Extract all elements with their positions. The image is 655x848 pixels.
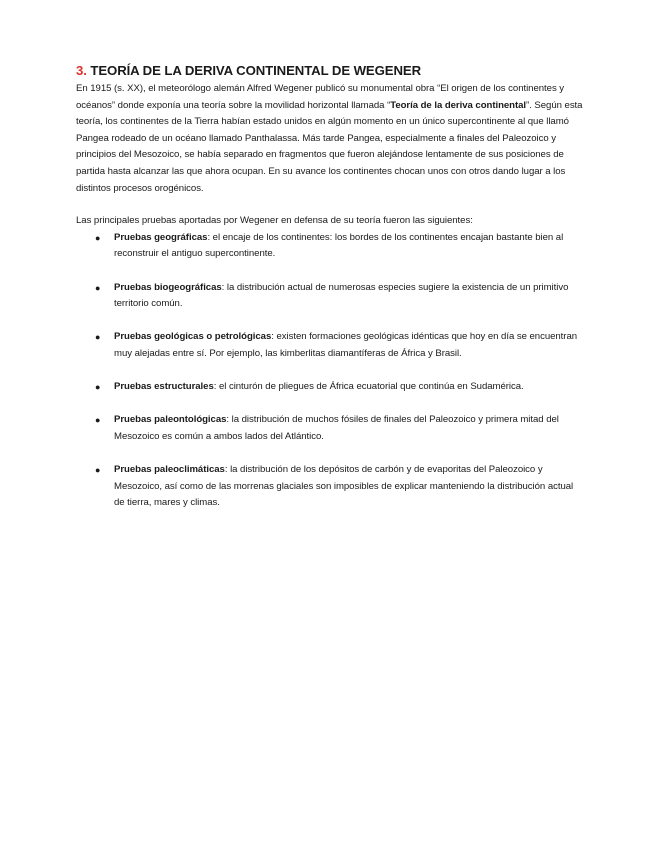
evidence-intro: Las principales pruebas aportadas por Wegener en defensa de su teoría fueron las siguientes: <box>76 215 473 227</box>
evidence-text: : la distribución actual de numerosas especies sugiere la existencia de un primitivo territorio común. <box>114 281 569 310</box>
evidence-label: Pruebas geográficas <box>114 231 208 243</box>
list-item <box>76 462 584 512</box>
evidence-label: Pruebas geológicas o petrológicas <box>114 331 272 343</box>
paragraph-bold-term: Teoría de la deriva continental <box>390 99 527 111</box>
list-item <box>76 280 584 313</box>
evidence-label: Pruebas biogeográficas <box>114 281 222 293</box>
evidence-label: Pruebas paleontológicas <box>114 414 227 426</box>
evidence-text: : la distribución de muchos fósiles de finales del Paleozoico y primera mitad del Mesozoico es común a ambos lados del Atlántico. <box>114 414 559 442</box>
bullet-icon: ● <box>95 415 101 426</box>
document-page <box>76 62 584 528</box>
evidence-label: Pruebas paleoclimáticas <box>114 464 225 476</box>
section-number: 3. <box>76 63 87 78</box>
bullet-icon: ● <box>95 332 101 343</box>
bullet-icon: ● <box>95 282 101 293</box>
bullet-icon: ● <box>95 382 101 393</box>
list-item <box>76 412 584 445</box>
evidence-text: : el cinturón de pliegues de África ecuatorial que continúa en Sudamérica. <box>213 381 524 393</box>
list-item <box>76 379 584 396</box>
paragraph-text-1: En 1915 (s. XX), el meteorólogo alemán Alfred Wegener publicó su monumental obra “El origen de los continentes y océanos” donde exponía una teoría sobre la movilidad horizontal llamada “ <box>76 83 565 111</box>
bullet-icon: ● <box>95 465 101 476</box>
evidence-list <box>76 230 584 512</box>
evidence-text: : existen formaciones geológicas idénticas que hoy en día se encuentran muy alejadas entre sí. Por ejemplo, las kimberlitas diamantíferas de África y Brasil. <box>114 331 578 359</box>
evidence-text: : la distribución de los depósitos de carbón y de evaporitas del Paleozoico y Mesozoico, así como de las morrenas glaciales son imposibles de explicar manteniendo la distribución actual de tierra, mares y climas. <box>114 464 574 509</box>
bullet-icon: ● <box>95 232 101 243</box>
evidence-label: Pruebas estructurales <box>114 381 214 393</box>
list-item <box>76 329 584 362</box>
list-item <box>76 230 584 263</box>
section-heading <box>76 62 584 79</box>
paragraph-text-2: ”. Según esta teoría, los continentes de la Tierra habían estado unidos en algún momento en un único supercontinente al que llamó Pangea rodeado de un océano llamado Panthalassa. Más tarde Pangea, especialmente a finales del Paleozoico y principios del Mesozoico, se había separado en fragmentos que fueron alejándose lentamente de sus posiciones de partida hasta alcanzar las que ahora ocupan. En su avance los continentes chocan unos con otros dando lugar a los distintos procesos orogénicos. <box>76 99 583 194</box>
evidence-text: : el encaje de los continentes: los bordes de los continentes encajan bastante bien al reconstruir el antiguo supercontinente. <box>114 231 564 260</box>
intro-paragraph <box>76 81 584 197</box>
section-title: TEORÍA DE LA DERIVA CONTINENTAL DE WEGENER <box>90 63 422 78</box>
